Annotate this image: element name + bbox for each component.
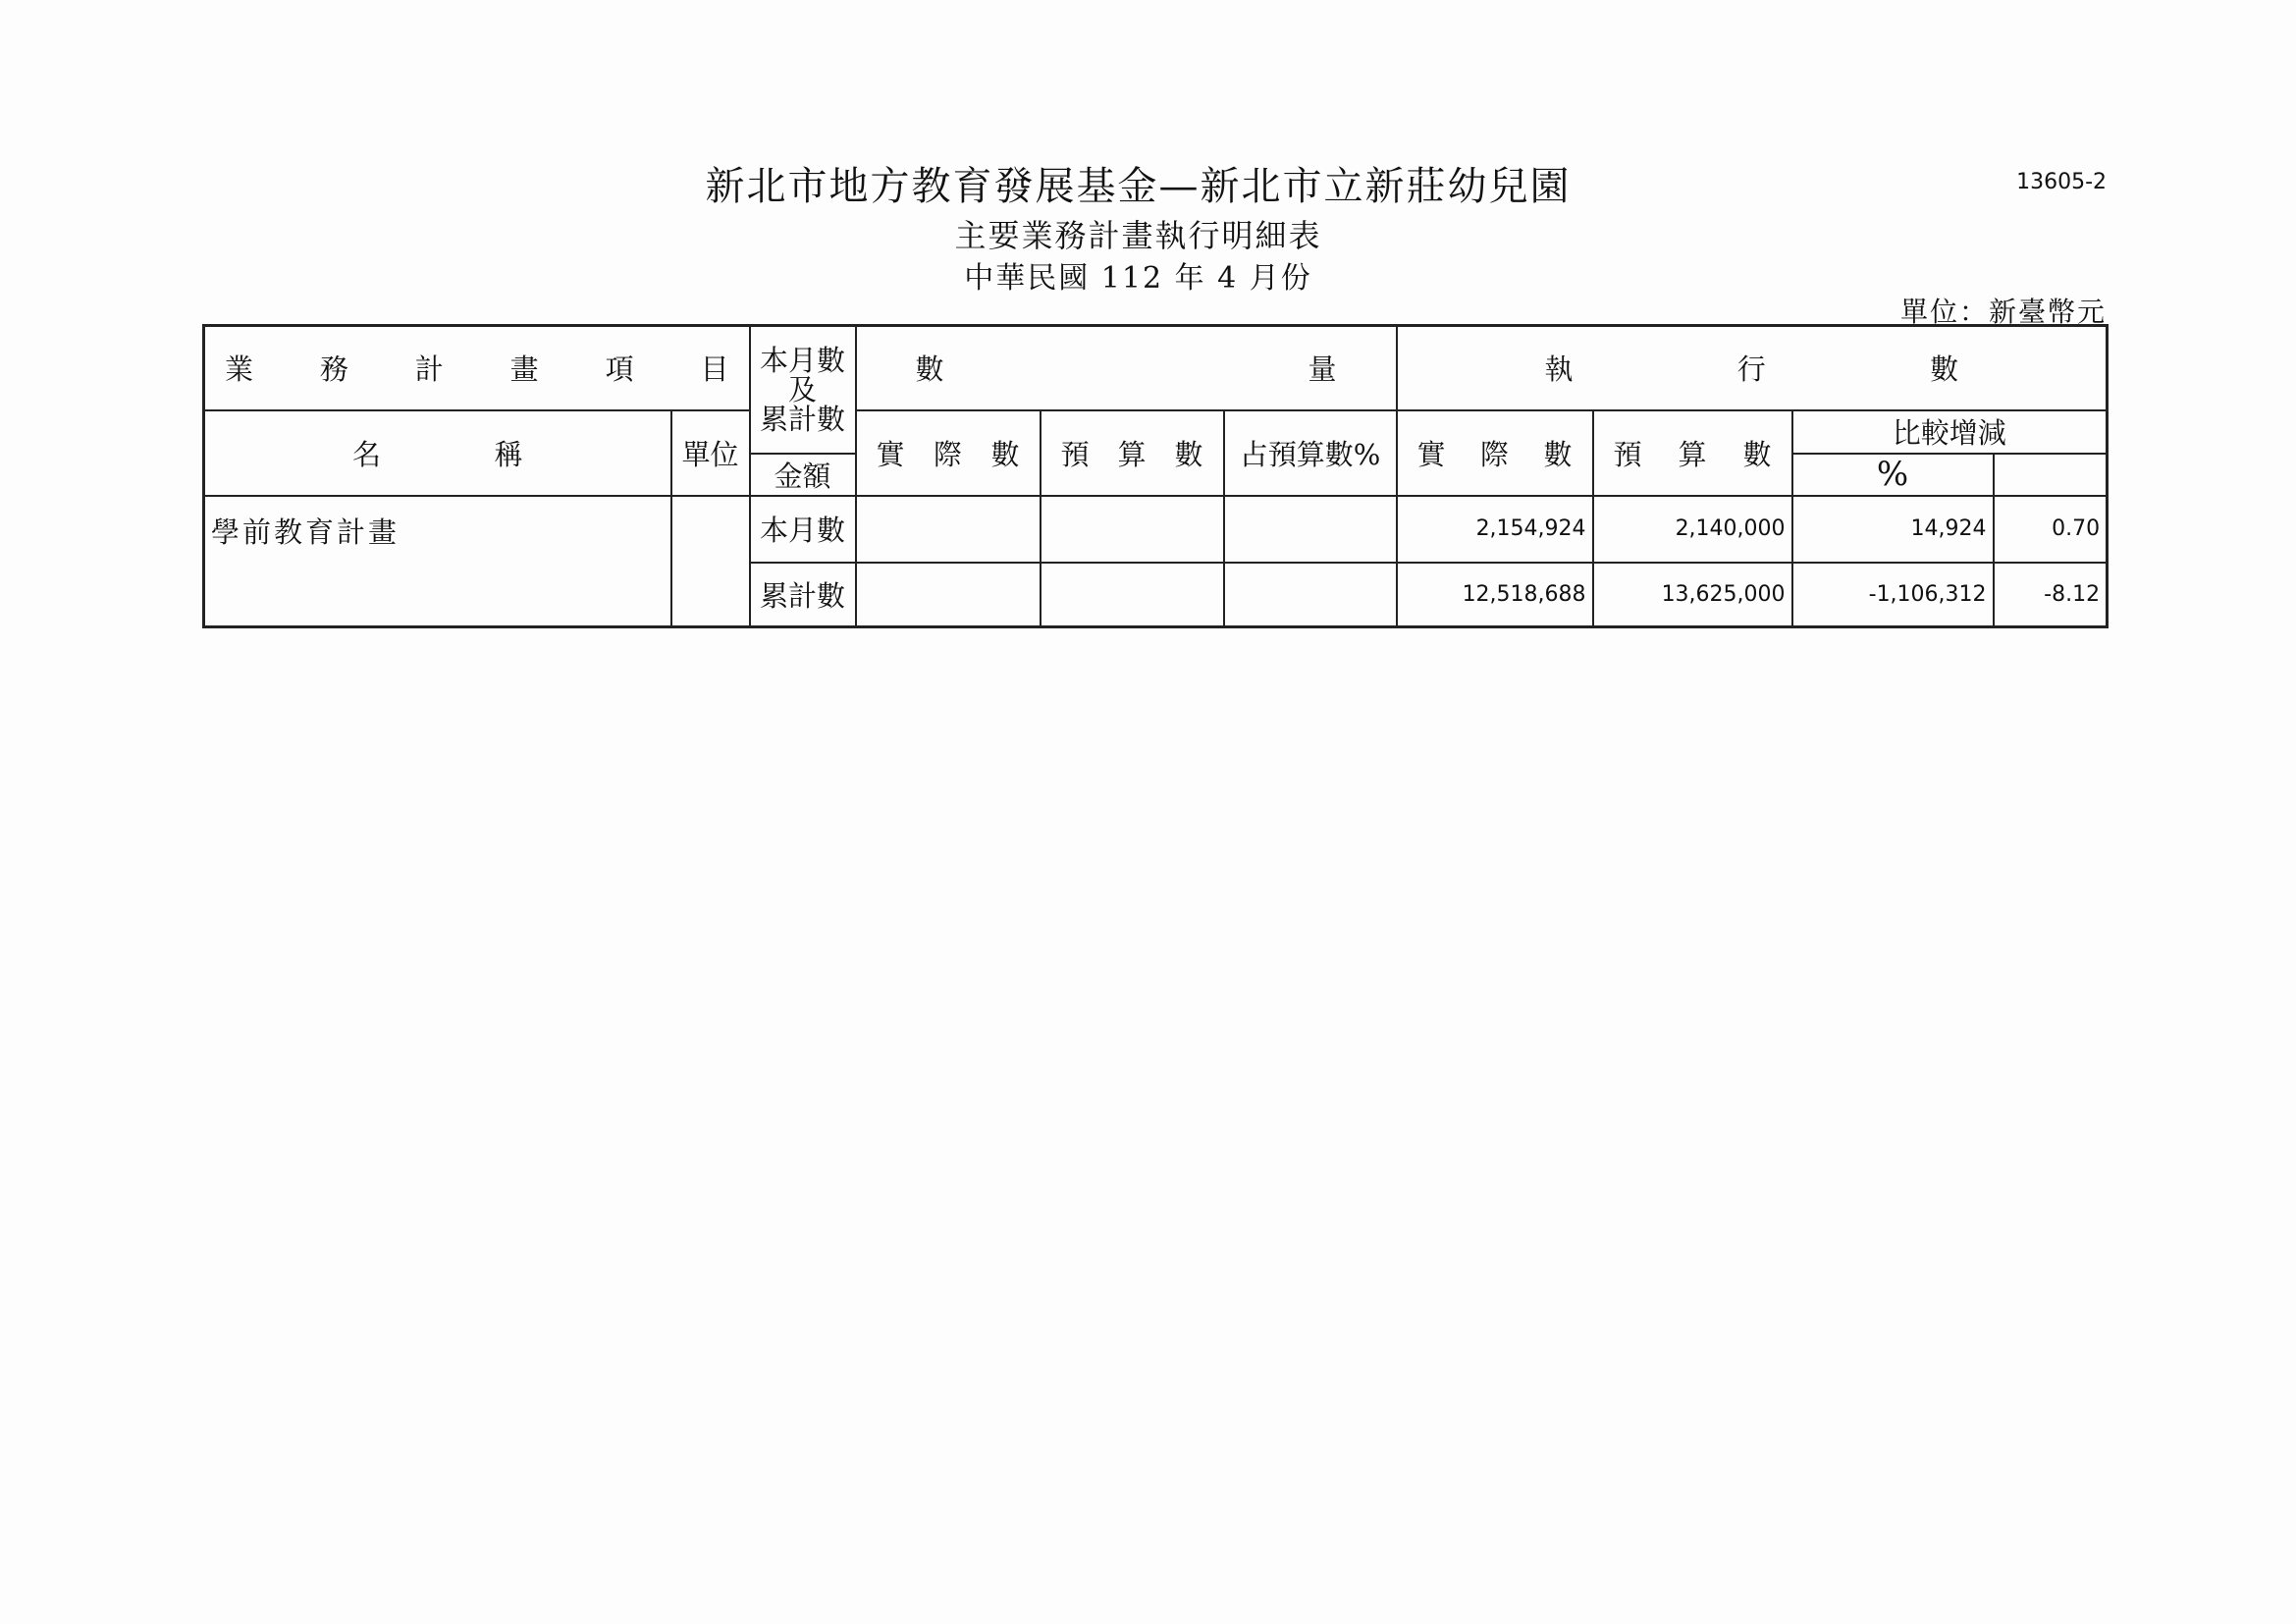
document-code: 13605-2	[2016, 170, 2107, 194]
report-subtitle: 主要業務計畫執行明細表	[954, 217, 1322, 254]
row-type-monthly: 本月數	[750, 496, 856, 563]
compare-header: 比較增減	[1792, 410, 2108, 454]
qty-pct-cell	[1224, 563, 1397, 627]
report-period: 中華民國 112 年 4 月份	[964, 261, 1312, 296]
execution-header	[1397, 326, 2108, 410]
execution-char: 執	[1544, 352, 1574, 387]
exec-budget-header	[1593, 410, 1792, 496]
qty-actual-cell	[856, 563, 1041, 627]
diff-pct-cell: 0.70	[1994, 496, 2108, 563]
diff-amount-cell: -1,106,312	[1792, 563, 1994, 627]
exec-actual-cell: 2,154,924	[1397, 496, 1593, 563]
row-type-cumulative: 累計數	[750, 563, 856, 627]
plan-item-char: 畫	[509, 352, 539, 387]
qty-budget-header	[1041, 410, 1224, 496]
and-header-line: 及	[787, 372, 817, 406]
diff-pct-cell: -8.12	[1994, 563, 2108, 627]
budget-char: 數	[1174, 437, 1203, 471]
budget-char: 預	[1613, 437, 1642, 471]
plan-item-char: 業	[225, 352, 254, 387]
name-char: 稱	[494, 437, 523, 471]
actual-char: 數	[990, 437, 1020, 471]
cumulative-header-line: 累計數	[759, 402, 845, 436]
qty-actual-header	[856, 410, 1041, 496]
qty-budget-cell	[1041, 496, 1224, 563]
qty-budget-cell	[1041, 563, 1224, 627]
quantity-char: 數	[915, 352, 944, 387]
amount-header: 金額	[750, 454, 856, 496]
actual-char: 際	[933, 437, 962, 471]
execution-char: 數	[1930, 352, 1959, 387]
month-cumulative-header	[750, 326, 856, 454]
qty-actual-cell	[856, 496, 1041, 563]
plan-item-char: 計	[414, 352, 444, 387]
budget-char: 算	[1678, 437, 1707, 471]
actual-char: 實	[876, 437, 905, 471]
name-header	[204, 410, 671, 496]
exec-budget-cell: 2,140,000	[1593, 496, 1792, 563]
diff-amount-cell: 14,924	[1792, 496, 1994, 563]
quantity-char: 量	[1308, 352, 1337, 387]
actual-char: 數	[1543, 437, 1573, 471]
plan-unit-cell	[671, 496, 750, 627]
budget-char: 數	[1742, 437, 1772, 471]
budget-char: 預	[1060, 437, 1090, 471]
qty-budget-pct-header: 占預算數%	[1224, 410, 1397, 496]
quantity-header	[856, 326, 1397, 410]
table-row	[204, 496, 2108, 563]
plan-item-char: 務	[319, 352, 348, 387]
month-header-line: 本月數	[759, 343, 845, 377]
plan-item-header	[204, 326, 750, 410]
plan-item-char: 目	[700, 352, 729, 387]
execution-char: 行	[1736, 352, 1766, 387]
plan-item-char: 項	[605, 352, 634, 387]
execution-detail-table	[202, 324, 2109, 628]
plan-name-cell: 學前教育計畫	[204, 496, 671, 627]
percent-header: %	[1792, 454, 1994, 496]
report-title: 新北市地方教育發展基金—新北市立新莊幼兒園	[705, 164, 1572, 209]
name-char: 名	[352, 437, 382, 471]
exec-actual-header	[1397, 410, 1593, 496]
exec-actual-cell: 12,518,688	[1397, 563, 1593, 627]
actual-char: 實	[1416, 437, 1446, 471]
qty-pct-cell	[1224, 496, 1397, 563]
currency-unit-label: 單位：新臺幣元	[1899, 296, 2107, 328]
budget-char: 算	[1117, 437, 1147, 471]
exec-budget-cell: 13,625,000	[1593, 563, 1792, 627]
actual-char: 際	[1480, 437, 1510, 471]
unit-header: 單位	[671, 410, 750, 496]
